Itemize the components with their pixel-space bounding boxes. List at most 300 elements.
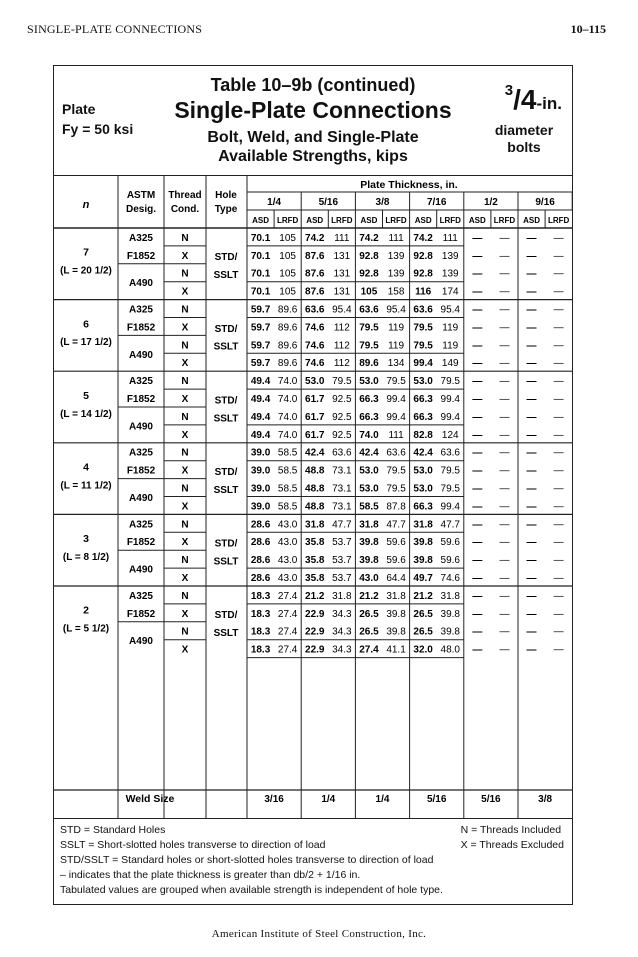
table-cell: 59.7 bbox=[250, 304, 271, 316]
thread-cond: X bbox=[181, 286, 189, 298]
table-cell: — bbox=[499, 286, 510, 298]
table-cell: 53.0 bbox=[359, 483, 379, 495]
thickness-4: 1/2 bbox=[483, 197, 498, 208]
table-cell: 92.8 bbox=[359, 250, 379, 262]
table-cell: — bbox=[499, 447, 510, 459]
table-cell: — bbox=[526, 358, 537, 370]
table-cell: 22.9 bbox=[305, 626, 325, 638]
table-cell: — bbox=[553, 232, 564, 244]
table-cell: — bbox=[472, 555, 483, 567]
bolt-size: $^3$/4-in. bbox=[504, 81, 562, 115]
table-cell: 59.7 bbox=[250, 322, 271, 334]
table-cell: 111 bbox=[442, 232, 458, 244]
table-cell: 31.8 bbox=[413, 519, 433, 531]
table-cell: 92.5 bbox=[332, 411, 352, 423]
astm-f1852: F1852 bbox=[126, 537, 156, 549]
table-cell: 87.6 bbox=[305, 268, 325, 280]
table-cell: — bbox=[526, 519, 537, 531]
thickness-5: 9/16 bbox=[535, 197, 555, 208]
astm-f1852: F1852 bbox=[126, 608, 156, 620]
table-cell: 87.6 bbox=[305, 286, 325, 298]
table-cell: 124 bbox=[441, 429, 459, 441]
table-cell: 131 bbox=[333, 250, 351, 262]
subtitle-line-2: Available Strengths, kips bbox=[218, 148, 408, 165]
table-cell: 58.5 bbox=[359, 501, 379, 513]
group-n: 3 bbox=[83, 533, 89, 546]
weld-size-5: 3/8 bbox=[538, 794, 553, 805]
col-header-thread-2: Cond. bbox=[170, 204, 200, 215]
table-cell: — bbox=[499, 537, 510, 549]
note-dash: – indicates that the plate thickness is greater than db/2 + 1/16 in. bbox=[60, 869, 361, 881]
table-cell: — bbox=[526, 393, 537, 405]
table-cell: — bbox=[499, 483, 510, 495]
bolt-size-unit: -in. bbox=[536, 94, 562, 113]
table-cell: — bbox=[526, 411, 537, 423]
table-cell: 48.8 bbox=[305, 483, 325, 495]
table-cell: 79.5 bbox=[440, 376, 460, 388]
table-cell: — bbox=[553, 465, 564, 477]
table-cell: — bbox=[472, 250, 483, 262]
thread-cond: X bbox=[181, 393, 189, 405]
astm-a490: A490 bbox=[129, 564, 153, 576]
table-cell: — bbox=[499, 376, 510, 388]
note-grouping: Tabulated values are grouped when available strength is independent of hole type. bbox=[60, 884, 443, 896]
astm-a325: A325 bbox=[129, 590, 153, 602]
thickness-0: 1/4 bbox=[267, 197, 282, 208]
table-cell: 87.6 bbox=[305, 250, 325, 262]
table-cell: — bbox=[472, 376, 483, 388]
table-cell: 58.5 bbox=[277, 447, 298, 459]
table-cell: 74.2 bbox=[413, 232, 433, 244]
table-cell: 74.0 bbox=[277, 429, 298, 441]
table-cell: 63.6 bbox=[413, 304, 433, 316]
group-length: (L = 17 1/2) bbox=[60, 337, 112, 349]
table-cell: 134 bbox=[387, 358, 405, 370]
table-cell: 18.3 bbox=[250, 644, 271, 656]
table-cell: 21.2 bbox=[413, 590, 433, 602]
table-cell: — bbox=[526, 429, 537, 441]
table-cell: 112 bbox=[333, 322, 350, 334]
table-cell: — bbox=[526, 447, 537, 459]
asd-lrfd-label: ASD bbox=[306, 216, 324, 225]
table-cell: — bbox=[472, 393, 483, 405]
table-cell: — bbox=[553, 519, 564, 531]
table-header bbox=[54, 66, 572, 176]
astm-a490: A490 bbox=[129, 349, 153, 361]
hole-sslt: SSLT bbox=[213, 270, 239, 282]
subtitle-line-1: Bolt, Weld, and Single-Plate bbox=[207, 129, 419, 146]
table-cell: 79.5 bbox=[359, 340, 379, 352]
table-cell: 59.6 bbox=[386, 537, 406, 549]
table-cell: — bbox=[499, 465, 510, 477]
group-length: (L = 14 1/2) bbox=[60, 408, 112, 420]
asd-lrfd-label: ASD bbox=[252, 216, 269, 225]
table-cell: — bbox=[526, 286, 537, 298]
table-cell: 66.3 bbox=[359, 393, 379, 405]
table-cell: 18.3 bbox=[250, 608, 271, 620]
table-cell: 99.4 bbox=[386, 393, 406, 405]
table-cell: 105 bbox=[279, 250, 296, 262]
astm-f1852: F1852 bbox=[126, 250, 156, 262]
table-cell: 31.8 bbox=[359, 519, 379, 531]
thickness-1: 5/16 bbox=[318, 197, 339, 208]
table-cell: 70.1 bbox=[250, 286, 271, 298]
table-cell: 21.2 bbox=[359, 590, 379, 602]
thread-cond: N bbox=[181, 268, 189, 280]
asd-lrfd-label: LRFD bbox=[276, 216, 299, 225]
group-length: (L = 11 1/2) bbox=[60, 480, 112, 492]
asd-lrfd-label: ASD bbox=[523, 216, 540, 225]
note-std-sslt: STD/SSLT = Standard holes or short-slotted holes transverse to direction of load bbox=[60, 854, 434, 866]
table-cell: 39.0 bbox=[250, 483, 271, 495]
table-cell: 22.9 bbox=[305, 608, 325, 620]
table-cell: 31.8 bbox=[332, 590, 352, 602]
table-cell: 149 bbox=[441, 358, 459, 370]
hole-sslt: SSLT bbox=[213, 628, 239, 640]
table-cell: 49.4 bbox=[250, 376, 271, 388]
astm-f1852: F1852 bbox=[126, 393, 156, 405]
table-cell: 48.8 bbox=[305, 501, 325, 513]
thread-cond: N bbox=[181, 376, 189, 388]
weld-size-2: 1/4 bbox=[375, 794, 390, 805]
table-cell: — bbox=[526, 376, 537, 388]
table-cell: 105 bbox=[279, 232, 296, 244]
publisher-footer: American Institute of Steel Construction, Inc. bbox=[211, 928, 427, 940]
astm-a325: A325 bbox=[129, 376, 153, 388]
table-cell: — bbox=[526, 232, 537, 244]
table-cell: 92.8 bbox=[359, 268, 379, 280]
table-cell: 99.4 bbox=[413, 358, 433, 370]
table-cell: 89.6 bbox=[277, 358, 298, 370]
table-cell: — bbox=[472, 411, 483, 423]
table-cell: 73.1 bbox=[332, 501, 352, 513]
table-cell: — bbox=[526, 590, 537, 602]
table-cell: — bbox=[499, 411, 510, 423]
table-cell: — bbox=[553, 429, 564, 441]
col-header-hole: Hole bbox=[215, 190, 237, 201]
table-cell: 74.0 bbox=[359, 429, 379, 441]
table-cell: — bbox=[553, 501, 564, 513]
table-cell: — bbox=[499, 358, 510, 370]
table-cell: 74.0 bbox=[277, 393, 298, 405]
table-cell: 28.6 bbox=[250, 572, 271, 584]
asd-lrfd-label: LRFD bbox=[439, 216, 461, 225]
table-cell: 58.5 bbox=[277, 483, 298, 495]
group-n: 2 bbox=[83, 604, 89, 617]
table-cell: 92.8 bbox=[413, 250, 433, 262]
table-cell: 59.6 bbox=[440, 555, 460, 567]
thread-cond: N bbox=[181, 626, 189, 638]
note-threads-included: N = Threads Included bbox=[460, 824, 562, 836]
table-cell: — bbox=[472, 465, 483, 477]
table-cell: 26.5 bbox=[359, 626, 379, 638]
table-cell: 70.1 bbox=[250, 268, 271, 280]
table-cell: — bbox=[472, 304, 483, 316]
table-cell: 34.3 bbox=[332, 608, 352, 620]
thread-cond: X bbox=[181, 608, 189, 620]
table-cell: 63.6 bbox=[359, 304, 379, 316]
table-cell: 39.8 bbox=[359, 537, 379, 549]
strength-table bbox=[54, 176, 572, 818]
table-cell: — bbox=[472, 286, 483, 298]
table-cell: 53.0 bbox=[413, 465, 433, 477]
table-cell: 18.3 bbox=[250, 626, 271, 638]
table-cell: 53.7 bbox=[332, 555, 352, 567]
table-cell: — bbox=[472, 340, 483, 352]
asd-lrfd-label: LRFD bbox=[547, 216, 570, 225]
asd-lrfd-label: LRFD bbox=[493, 216, 516, 225]
table-cell: 95.4 bbox=[386, 304, 406, 316]
astm-a490: A490 bbox=[129, 421, 153, 433]
table-cell: 35.8 bbox=[305, 537, 325, 549]
table-cell: 119 bbox=[442, 322, 459, 334]
asd-lrfd-label: ASD bbox=[468, 216, 486, 225]
plate-label: Plate bbox=[62, 101, 96, 117]
astm-f1852: F1852 bbox=[126, 465, 156, 477]
astm-a325: A325 bbox=[129, 304, 153, 316]
hole-std: STD/ bbox=[214, 610, 238, 622]
table-cell: — bbox=[526, 304, 537, 316]
table-cell: — bbox=[526, 572, 537, 584]
table-cell: 70.1 bbox=[250, 232, 271, 244]
table-cell: 92.8 bbox=[413, 268, 433, 280]
table-cell: 139 bbox=[387, 268, 405, 280]
table-cell: 63.6 bbox=[305, 304, 325, 316]
bolts-label: bolts bbox=[507, 139, 541, 155]
table-cell: — bbox=[472, 447, 483, 459]
table-cell: 63.6 bbox=[332, 447, 352, 459]
table-cell: 18.3 bbox=[250, 590, 271, 602]
astm-a325: A325 bbox=[129, 519, 153, 531]
table-cell: — bbox=[526, 644, 537, 656]
thread-cond: X bbox=[181, 429, 189, 441]
table-cell: — bbox=[553, 376, 564, 388]
table-cell: 70.1 bbox=[250, 250, 271, 262]
table-cell: — bbox=[553, 411, 564, 423]
table-cell: 74.6 bbox=[305, 340, 325, 352]
table-cell: 111 bbox=[334, 232, 350, 244]
table-cell: 42.4 bbox=[305, 447, 325, 459]
table-cell: — bbox=[499, 250, 510, 262]
table-cell: 39.8 bbox=[413, 537, 433, 549]
table-cell: — bbox=[499, 626, 510, 638]
group-n: 7 bbox=[83, 246, 89, 259]
table-cell: 119 bbox=[442, 340, 459, 352]
table-cell: — bbox=[553, 447, 564, 459]
table-cell: — bbox=[499, 608, 510, 620]
table-cell: 39.0 bbox=[250, 465, 271, 477]
group-n: 5 bbox=[83, 389, 89, 402]
table-cell: — bbox=[472, 608, 483, 620]
col-header-thread: Thread bbox=[168, 190, 202, 201]
asd-lrfd-label: ASD bbox=[360, 216, 378, 225]
table-cell: 63.6 bbox=[440, 447, 460, 459]
table-cell: 74.0 bbox=[277, 376, 298, 388]
weld-size-label: Weld Size bbox=[125, 793, 175, 805]
astm-a490: A490 bbox=[129, 636, 153, 648]
table-cell: 92.5 bbox=[332, 393, 352, 405]
thread-cond: N bbox=[181, 304, 189, 316]
table-number: Table 10–9b (continued) bbox=[210, 75, 416, 95]
astm-a325: A325 bbox=[129, 447, 153, 459]
table-cell: — bbox=[526, 537, 537, 549]
asd-lrfd-label: ASD bbox=[414, 216, 432, 225]
table-cell: — bbox=[553, 268, 564, 280]
table-cell: — bbox=[499, 501, 510, 513]
hole-std: STD/ bbox=[214, 395, 238, 407]
table-cell: — bbox=[472, 483, 483, 495]
table-cell: 39.0 bbox=[250, 447, 271, 459]
table-cell: — bbox=[499, 429, 510, 441]
table-cell: 74.0 bbox=[277, 411, 298, 423]
hole-std: STD/ bbox=[214, 467, 238, 479]
table-cell: 48.8 bbox=[305, 465, 325, 477]
thread-cond: X bbox=[181, 537, 189, 549]
note-sslt: SSLT = Short-slotted holes transverse to direction of load bbox=[60, 839, 326, 851]
table-cell: — bbox=[472, 429, 483, 441]
table-cell: 74.6 bbox=[440, 572, 460, 584]
thread-cond: X bbox=[181, 322, 189, 334]
table-cell: 74.6 bbox=[305, 322, 325, 334]
table-cell: — bbox=[472, 537, 483, 549]
table-cell: — bbox=[526, 501, 537, 513]
thread-cond: X bbox=[181, 358, 189, 370]
table-cell: 158 bbox=[387, 286, 405, 298]
table-cell: 92.5 bbox=[332, 429, 352, 441]
table-cell: — bbox=[526, 608, 537, 620]
table-cell: — bbox=[553, 340, 564, 352]
table-cell: 79.5 bbox=[359, 322, 379, 334]
table-frame bbox=[53, 65, 573, 905]
table-cell: 139 bbox=[441, 268, 459, 280]
table-cell: 73.1 bbox=[332, 465, 352, 477]
table-cell: 61.7 bbox=[305, 429, 325, 441]
table-cell: 66.3 bbox=[413, 501, 433, 513]
table-cell: — bbox=[553, 358, 564, 370]
table-cell: 139 bbox=[441, 250, 459, 262]
table-cell: 74.2 bbox=[359, 232, 379, 244]
table-cell: 89.6 bbox=[277, 322, 298, 334]
thread-cond: X bbox=[181, 572, 189, 584]
table-cell: — bbox=[472, 268, 483, 280]
col-header-astm-2: Desig. bbox=[125, 204, 157, 215]
table-cell: — bbox=[553, 322, 564, 334]
table-cell: 27.4 bbox=[277, 626, 298, 638]
table-cell: 39.8 bbox=[386, 608, 406, 620]
table-cell: — bbox=[553, 250, 564, 262]
weld-size-0: 3/16 bbox=[264, 794, 284, 805]
weld-size-3: 5/16 bbox=[426, 794, 447, 805]
table-cell: — bbox=[553, 483, 564, 495]
table-cell: 79.5 bbox=[413, 322, 433, 334]
table-cell: 53.0 bbox=[359, 376, 379, 388]
table-cell: 111 bbox=[388, 429, 404, 441]
bolt-size-den: 4 bbox=[520, 84, 537, 115]
table-cell: 105 bbox=[279, 268, 296, 280]
thread-cond: N bbox=[181, 411, 189, 423]
thickness-3: 7/16 bbox=[426, 197, 447, 208]
table-cell: 66.3 bbox=[359, 411, 379, 423]
table-cell: 131 bbox=[333, 286, 351, 298]
thread-cond: N bbox=[181, 590, 189, 602]
table-cell: 43.0 bbox=[277, 572, 298, 584]
table-cell: — bbox=[472, 232, 483, 244]
table-cell: 47.7 bbox=[386, 519, 406, 531]
table-cell: 48.0 bbox=[440, 644, 460, 656]
table-cell: 27.4 bbox=[277, 644, 298, 656]
group-n: 6 bbox=[83, 318, 89, 331]
table-cell: — bbox=[472, 519, 483, 531]
table-cell: 79.5 bbox=[440, 465, 460, 477]
notes-left bbox=[60, 823, 443, 898]
table-cell: — bbox=[526, 483, 537, 495]
thread-cond: N bbox=[181, 447, 189, 459]
table-cell: 49.7 bbox=[413, 572, 433, 584]
table-cell: 43.0 bbox=[277, 555, 298, 567]
table-cell: 53.0 bbox=[359, 465, 379, 477]
table-cell: 59.6 bbox=[440, 537, 460, 549]
table-cell: 79.5 bbox=[386, 465, 406, 477]
table-cell: 43.0 bbox=[359, 572, 379, 584]
table-cell: 89.6 bbox=[359, 358, 379, 370]
table-cell: 53.0 bbox=[305, 376, 325, 388]
table-cell: 99.4 bbox=[386, 411, 406, 423]
table-cell: 35.8 bbox=[305, 555, 325, 567]
note-threads-excluded: X = Threads Excluded bbox=[460, 839, 564, 851]
table-cell: 53.7 bbox=[332, 572, 352, 584]
table-cell: — bbox=[526, 465, 537, 477]
table-cell: 174 bbox=[441, 286, 459, 298]
table-cell: 39.8 bbox=[440, 626, 460, 638]
table-cell: — bbox=[553, 644, 564, 656]
table-cell: 28.6 bbox=[250, 537, 271, 549]
table-cell: — bbox=[472, 501, 483, 513]
table-cell: 28.6 bbox=[250, 555, 271, 567]
table-cell: 49.4 bbox=[250, 411, 271, 423]
table-cell: 95.4 bbox=[332, 304, 352, 316]
table-cell: 63.6 bbox=[386, 447, 406, 459]
hole-sslt: SSLT bbox=[213, 484, 239, 496]
table-cell: — bbox=[553, 572, 564, 584]
table-cell: — bbox=[472, 358, 483, 370]
table-cell: 27.4 bbox=[359, 644, 379, 656]
table-cell: — bbox=[553, 393, 564, 405]
table-cell: — bbox=[526, 626, 537, 638]
table-cell: 74.6 bbox=[305, 358, 325, 370]
table-cell: 116 bbox=[415, 286, 432, 298]
diameter-label: diameter bbox=[494, 122, 554, 138]
astm-f1852: F1852 bbox=[126, 322, 156, 334]
table-cell: 32.0 bbox=[413, 644, 433, 656]
table-cell: 79.5 bbox=[440, 483, 460, 495]
table-cell: — bbox=[526, 250, 537, 262]
table-cell: 131 bbox=[333, 268, 351, 280]
table-cell: 26.5 bbox=[413, 608, 433, 620]
table-cell: 39.8 bbox=[440, 608, 460, 620]
table-cell: 58.5 bbox=[277, 501, 298, 513]
hole-sslt: SSLT bbox=[213, 341, 239, 353]
table-cell: 66.3 bbox=[413, 411, 433, 423]
table-cell: 39.8 bbox=[386, 626, 406, 638]
table-cell: — bbox=[499, 322, 510, 334]
astm-a325: A325 bbox=[129, 232, 153, 244]
table-cell: 111 bbox=[388, 232, 404, 244]
group-length: (L = 5 1/2) bbox=[62, 623, 110, 635]
table-cell: 39.8 bbox=[413, 555, 433, 567]
table-cell: 89.6 bbox=[277, 304, 298, 316]
table-cell: 64.4 bbox=[386, 572, 406, 584]
group-length: (L = 20 1/2) bbox=[60, 265, 112, 277]
